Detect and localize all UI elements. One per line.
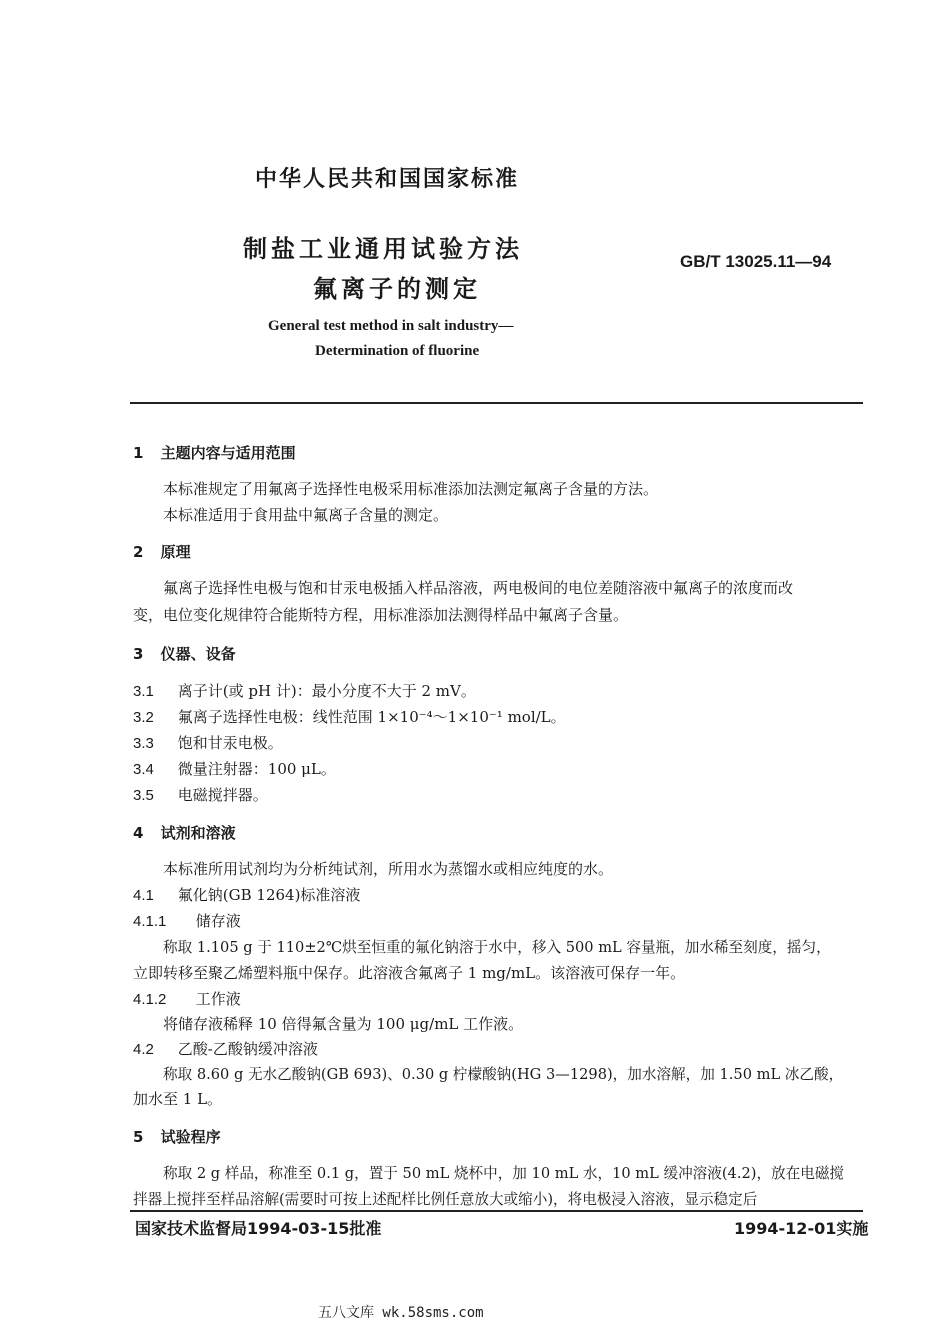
item-3-1-number: 3.1: [133, 683, 154, 700]
subsection-4-1-1: [133, 910, 241, 931]
list-item: [133, 784, 268, 805]
section-4-intro: 本标准所用试剂均为分析纯试剂，所用水为蒸馏水或相应纯度的水。: [163, 860, 614, 878]
list-item: [133, 732, 283, 753]
section-4-title: 试剂和溶液: [160, 824, 236, 842]
subsection-4-1-1-number: 4.1.1: [133, 913, 167, 930]
list-item: [133, 758, 336, 779]
subsection-4-2-line-1: 称取 8.60 g 无水乙酸钠(GB 693)、0.30 g 柠檬酸钠(HG 3—1298)，加水溶解，加 1.50 mL 冰乙酸，: [163, 1066, 844, 1083]
approval-line: 国家技术监督局1994-03-15批准: [135, 1219, 382, 1238]
section-3-number: 3: [133, 645, 144, 663]
section-4-number: 4: [133, 824, 144, 842]
subsection-4-1-title: 氟化钠(GB 1264)标准溶液: [177, 886, 361, 904]
section-1-para-2: 本标准适用于食用盐中氟离子含量的测定。: [163, 506, 449, 524]
subsection-4-1-1-line-1: 称取 1.105 g 于 110±2℃烘至恒重的氟化钠溶于水中，移入 500 mL 容量瓶，加水稀至刻度，摇匀，: [163, 939, 831, 956]
section-3-title: 仪器、设备: [160, 645, 236, 663]
item-3-3-number: 3.3: [133, 735, 154, 752]
section-3-heading: [133, 643, 236, 664]
footer-divider: [130, 1210, 863, 1212]
subsection-4-1-1-title: 储存液: [195, 912, 241, 930]
item-3-5-text: 电磁搅拌器。: [177, 786, 268, 804]
section-2-number: 2: [133, 543, 144, 561]
section-5-number: 5: [133, 1128, 144, 1146]
english-title-line2: Determination of fluorine: [315, 343, 480, 359]
section-5-title: 试验程序: [160, 1128, 221, 1146]
watermark: 五八文库 wk.58sms.com: [318, 1305, 484, 1321]
section-2-line-2: 变，电位变化规律符合能斯特方程，用标准添加法测得样品中氟离子含量。: [133, 606, 629, 624]
section-5-line-1: 称取 2 g 样品，称准至 0.1 g，置于 50 mL 烧杯中，加 10 mL 水，10 mL 缓冲溶液(4.2)，放在电磁搅: [163, 1165, 845, 1182]
list-item: [133, 680, 476, 701]
document-title-line2: 氟离子的测定: [313, 275, 481, 303]
document-title-line1: 制盐工业通用试验方法: [243, 235, 523, 263]
subsection-4-1-number: 4.1: [133, 887, 154, 904]
item-3-4-text: 微量注射器：100 μL。: [177, 760, 336, 778]
section-2-heading: [133, 541, 191, 562]
item-3-1-text: 离子计(或 pH 计)：最小分度不大于 2 mV。: [177, 682, 476, 700]
item-3-2-text: 氟离子选择性电极：线性范围 1×10⁻⁴～1×10⁻¹ mol/L。: [177, 708, 566, 726]
section-5-heading: [133, 1126, 221, 1147]
list-item: [133, 706, 566, 727]
section-1-number: 1: [133, 444, 144, 462]
section-2-title: 原理: [160, 543, 191, 561]
national-standard-heading: 中华人民共和国国家标准: [255, 167, 520, 192]
header-divider: [130, 402, 863, 404]
item-3-3-text: 饱和甘汞电极。: [177, 734, 283, 752]
subsection-4-2: [133, 1038, 318, 1059]
section-5-line-2: 拌器上搅拌至样品溶解(需要时可按上述配样比例任意放大或缩小)，将电极浸入溶液，显示稳定后: [133, 1191, 758, 1208]
section-1-para-1: 本标准规定了用氟离子选择性电极采用标准添加法测定氟离子含量的方法。: [163, 480, 659, 498]
subsection-4-1: [133, 884, 360, 905]
section-4-heading: [133, 822, 236, 843]
subsection-4-1-2-title: 工作液: [195, 990, 241, 1008]
english-title-line1: General test method in salt industry—: [268, 318, 514, 334]
subsection-4-1-2-number: 4.1.2: [133, 991, 167, 1008]
item-3-2-number: 3.2: [133, 709, 154, 726]
item-3-5-number: 3.5: [133, 787, 154, 804]
section-1-title: 主题内容与适用范围: [160, 444, 296, 462]
subsection-4-2-number: 4.2: [133, 1041, 154, 1058]
item-3-4-number: 3.4: [133, 761, 154, 778]
subsection-4-1-2-text: 将储存液稀释 10 倍得氟含量为 100 μg/mL 工作液。: [163, 1015, 524, 1033]
standard-code: GB/T 13025.11—94: [680, 252, 832, 271]
subsection-4-2-title: 乙酸-乙酸钠缓冲溶液: [177, 1040, 318, 1058]
section-1-heading: [133, 442, 296, 463]
subsection-4-2-line-2: 加水至 1 L。: [133, 1090, 223, 1108]
implementation-date: 1994-12-01实施: [734, 1219, 869, 1238]
section-2-line-1: 氟离子选择性电极与饱和甘汞电极插入样品溶液，两电极间的电位差随溶液中氟离子的浓度而改: [163, 579, 794, 597]
subsection-4-1-1-line-2: 立即转移至聚乙烯塑料瓶中保存。此溶液含氟离子 1 mg/mL。该溶液可保存一年。: [133, 964, 686, 982]
subsection-4-1-2: [133, 988, 241, 1009]
